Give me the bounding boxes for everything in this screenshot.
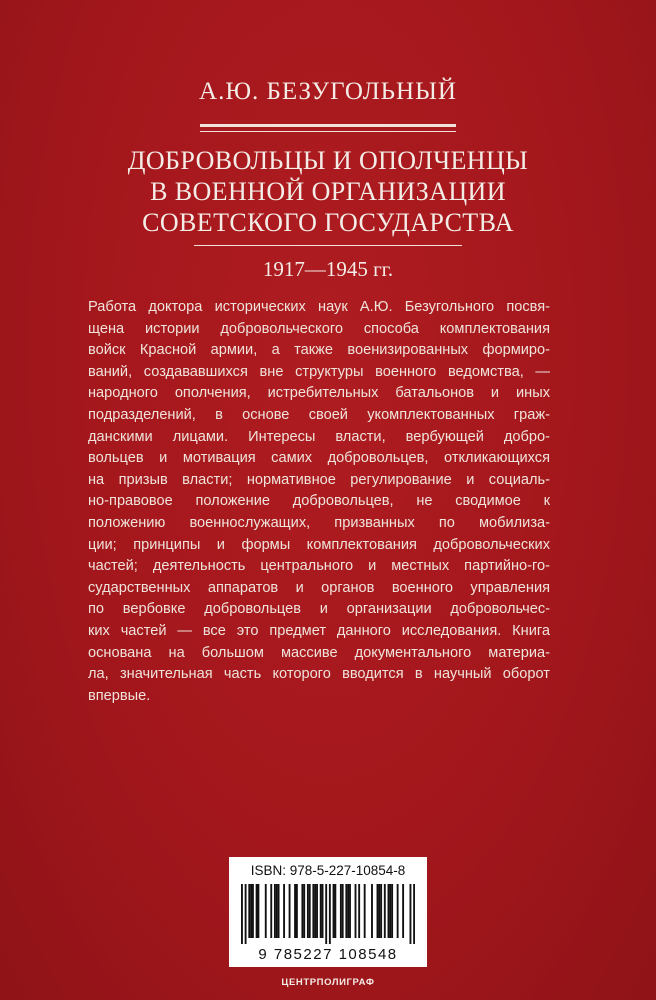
barcode-bar (303, 884, 305, 938)
years-range: 1917—1945 гг. (262, 257, 394, 281)
barcode-bar (342, 884, 344, 938)
publisher-logo: ЦЕНТРПОЛИГРАФ (281, 977, 375, 988)
annotation-line: частей; деятельность центрального и местных партийно-го- (88, 558, 550, 575)
barcode-bar (289, 884, 291, 938)
title-line: СОВЕТСКОГО ГОСУДАРСТВА (142, 208, 514, 237)
barcode-bar (296, 884, 298, 938)
barcode-bar (364, 884, 366, 938)
barcode-bar (294, 884, 296, 938)
annotation-line: основана на большом массиве документального материа- (88, 644, 550, 661)
barcode-bar (349, 884, 351, 938)
barcode-bar (301, 884, 303, 938)
barcode-bar (378, 884, 380, 938)
annotation-line: подразделений, в основе своей укомплектованных граж- (88, 406, 550, 423)
barcode-bar (250, 884, 252, 938)
annotation-text (88, 297, 550, 707)
barcode-bar (309, 884, 311, 938)
annotation-line: данскими лицами. Интересы власти, вербующей добро- (88, 428, 550, 445)
barcode-icon (241, 884, 415, 944)
annotation-line: на призыв власти; нормативное регулирование и социаль- (88, 471, 550, 488)
author-name: А.Ю. БЕЗУГОЛЬНЫЙ (199, 78, 457, 105)
barcode-bar (248, 884, 250, 938)
barcode-bar (340, 884, 342, 938)
annotation-line: ции; принципы и формы комплектования добровольческих (88, 536, 550, 553)
barcode-bar (307, 884, 309, 938)
barcode-bar (377, 884, 379, 938)
decorative-rule-thin (200, 131, 456, 132)
barcode-bar (384, 884, 386, 938)
annotation-line: ких частей — все это предмет данного исследования. Книга (88, 622, 550, 639)
annotation-line: по вербовке добровольцев и организации добровольчес- (88, 601, 550, 618)
barcode-bar (388, 884, 390, 938)
annotation-line: впервые. (88, 687, 151, 704)
barcode-bar (329, 884, 331, 944)
annotation-line: Работа доктора исторических наук А.Ю. Безугольного посвя- (88, 299, 550, 315)
decorative-rule-thick (200, 124, 456, 127)
barcode-digits: 9 785227 108548 (258, 946, 398, 963)
annotation-line: ваний, создававшихся вне структуры военного ведомства, — (88, 363, 550, 380)
barcode-bar (274, 884, 276, 938)
title-line: ДОБРОВОЛЬЦЫ И ОПОЛЧЕНЦЫ (127, 146, 529, 175)
annotation-line: войск Красной армии, а также военизированных формиро- (88, 342, 550, 359)
barcode-bar (397, 884, 399, 938)
annotation-line: положению военнослужащих, призванных по мобилиза- (88, 514, 550, 531)
barcode-bar (345, 884, 347, 938)
barcode-bar (322, 884, 324, 938)
barcode-bar (380, 884, 382, 938)
barcode-bar (278, 884, 280, 938)
barcode-bar (270, 884, 272, 938)
barcode-bar (391, 884, 393, 938)
barcode-bar (355, 884, 357, 938)
title-line: В ВОЕННОЙ ОРГАНИЗАЦИИ (150, 177, 506, 206)
barcode-bar (389, 884, 391, 938)
barcode-bar (265, 884, 267, 938)
barcode-bar (245, 884, 247, 944)
barcode-bar (283, 884, 285, 938)
barcode-bar (371, 884, 373, 938)
barcode-panel (229, 857, 427, 967)
barcode-bar (325, 884, 327, 944)
barcode-bar (320, 884, 322, 938)
annotation-line: народного ополчения, истребительных батальонов и иных (88, 385, 550, 402)
annotation-line: но-правовое положение добровольцев, не сводимое к (88, 493, 550, 510)
annotation-line: сударственных аппаратов и органов военного управления (88, 579, 550, 596)
barcode-bar (316, 884, 318, 938)
barcode-bar (402, 884, 404, 938)
barcode-bar (333, 884, 335, 938)
barcode-bar (276, 884, 278, 938)
barcode-bar (358, 884, 360, 938)
barcode-bar (256, 884, 258, 938)
barcode-bar (241, 884, 243, 944)
barcode-bar (252, 884, 254, 938)
title-underline (194, 245, 462, 246)
isbn-label: ISBN: 978-5-227-10854-8 (250, 863, 406, 878)
barcode-bar (257, 884, 259, 938)
book-title (60, 145, 596, 238)
barcode-bar (347, 884, 349, 938)
barcode-bar (312, 884, 314, 938)
barcode-bar (413, 884, 415, 944)
annotation-line: ла, значительная часть которого вводится в научный оборот (88, 666, 550, 683)
barcode-bar (410, 884, 412, 944)
annotation-line: вольцев и мотивация самих добровольцев, откликающихся (88, 450, 550, 467)
barcode-bar (314, 884, 316, 938)
barcode-bar (334, 884, 336, 938)
annotation-line: щена истории добровольческого способа комплектования (88, 320, 550, 337)
